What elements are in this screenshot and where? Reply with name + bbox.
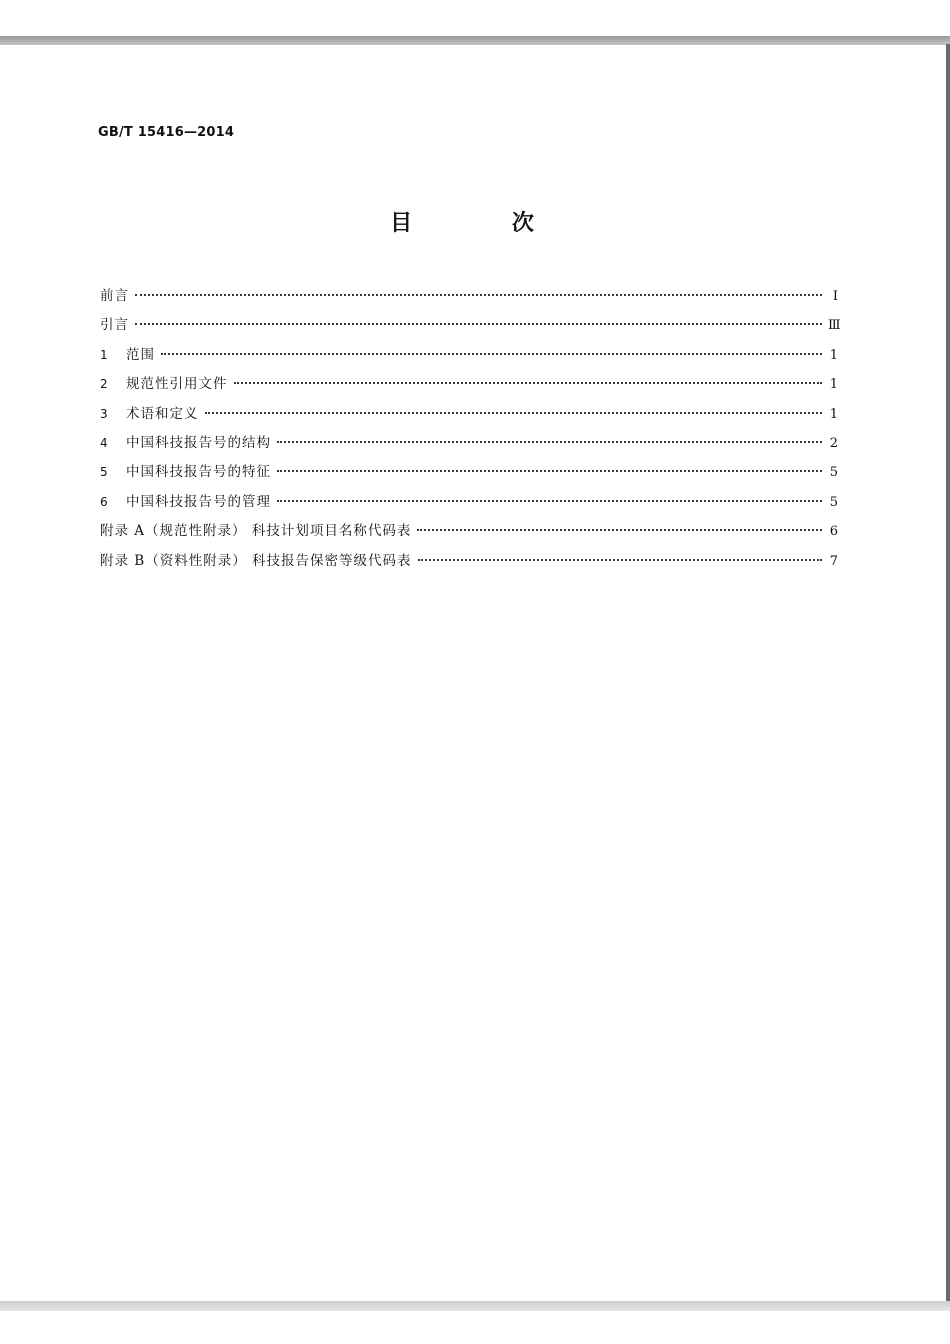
toc-entry-number: 1: [100, 347, 108, 362]
toc-entry-page: 2: [829, 435, 838, 451]
toc-entry-label: 中国科技报告号的结构: [126, 434, 271, 451]
dot-leader: [277, 470, 822, 472]
toc-entry-label: 术语和定义: [126, 405, 199, 422]
dot-leader: [205, 412, 823, 414]
toc-entry-label: 附录 B（资料性附录） 科技报告保密等级代码表: [100, 552, 412, 569]
toc-entry-page: 7: [829, 553, 838, 569]
toc-entry-label: 引言: [100, 317, 129, 334]
toc-entry-page: 5: [829, 465, 838, 481]
dot-leader: [277, 500, 822, 502]
toc-entry-label: 中国科技报告号的管理: [126, 493, 271, 510]
toc-entry-page: 1: [829, 377, 838, 393]
toc-entry-number: 6: [100, 494, 108, 509]
toc-entry-label: 规范性引用文件: [126, 376, 228, 393]
toc-entry-foreword[interactable]: [100, 284, 838, 313]
toc-entry-introduction[interactable]: [100, 313, 841, 342]
toc-entry-page: Ⅲ: [828, 318, 841, 334]
toc-entry-page: 1: [829, 347, 838, 363]
standard-code: GB/T 15416—2014: [98, 125, 235, 140]
toc-entry-scope[interactable]: [100, 343, 838, 372]
dot-leader: [418, 559, 822, 561]
toc-entry-page: 1: [829, 406, 838, 422]
toc-entry-label: 范围: [126, 346, 155, 363]
toc-entry-label: 附录 A（规范性附录） 科技计划项目名称代码表: [100, 523, 412, 540]
toc-entry-label: 前言: [100, 288, 129, 304]
toc-entry-features[interactable]: [100, 460, 838, 489]
toc-entry-label: 中国科技报告号的特征: [126, 464, 271, 481]
viewer-top-bar: [0, 36, 950, 45]
dot-leader: [135, 294, 822, 296]
page-title: 目 次: [390, 211, 580, 236]
toc-entry-management[interactable]: [100, 490, 838, 519]
toc-entry-structure[interactable]: [100, 431, 838, 460]
toc-entry-page: 5: [829, 494, 838, 510]
toc-entry-number: 2: [100, 377, 108, 392]
toc-entry-page: Ⅰ: [832, 289, 838, 304]
dot-leader: [161, 353, 822, 355]
dot-leader: [135, 323, 822, 325]
dot-leader: [417, 529, 822, 531]
toc-entry-number: 4: [100, 435, 108, 450]
toc-entry-number: 5: [100, 465, 108, 480]
toc-entry-number: 3: [100, 406, 108, 421]
toc-entry-normative-references[interactable]: [100, 372, 838, 401]
dot-leader: [234, 382, 823, 384]
toc-entry-terms-definitions[interactable]: [100, 402, 838, 431]
toc-entry-appendix-a[interactable]: [100, 519, 838, 548]
viewer-bottom-bar: [0, 1301, 950, 1311]
table-of-contents: [100, 284, 841, 578]
toc-entry-appendix-b[interactable]: [100, 549, 838, 578]
toc-entry-page: 6: [829, 524, 838, 540]
dot-leader: [277, 441, 822, 443]
